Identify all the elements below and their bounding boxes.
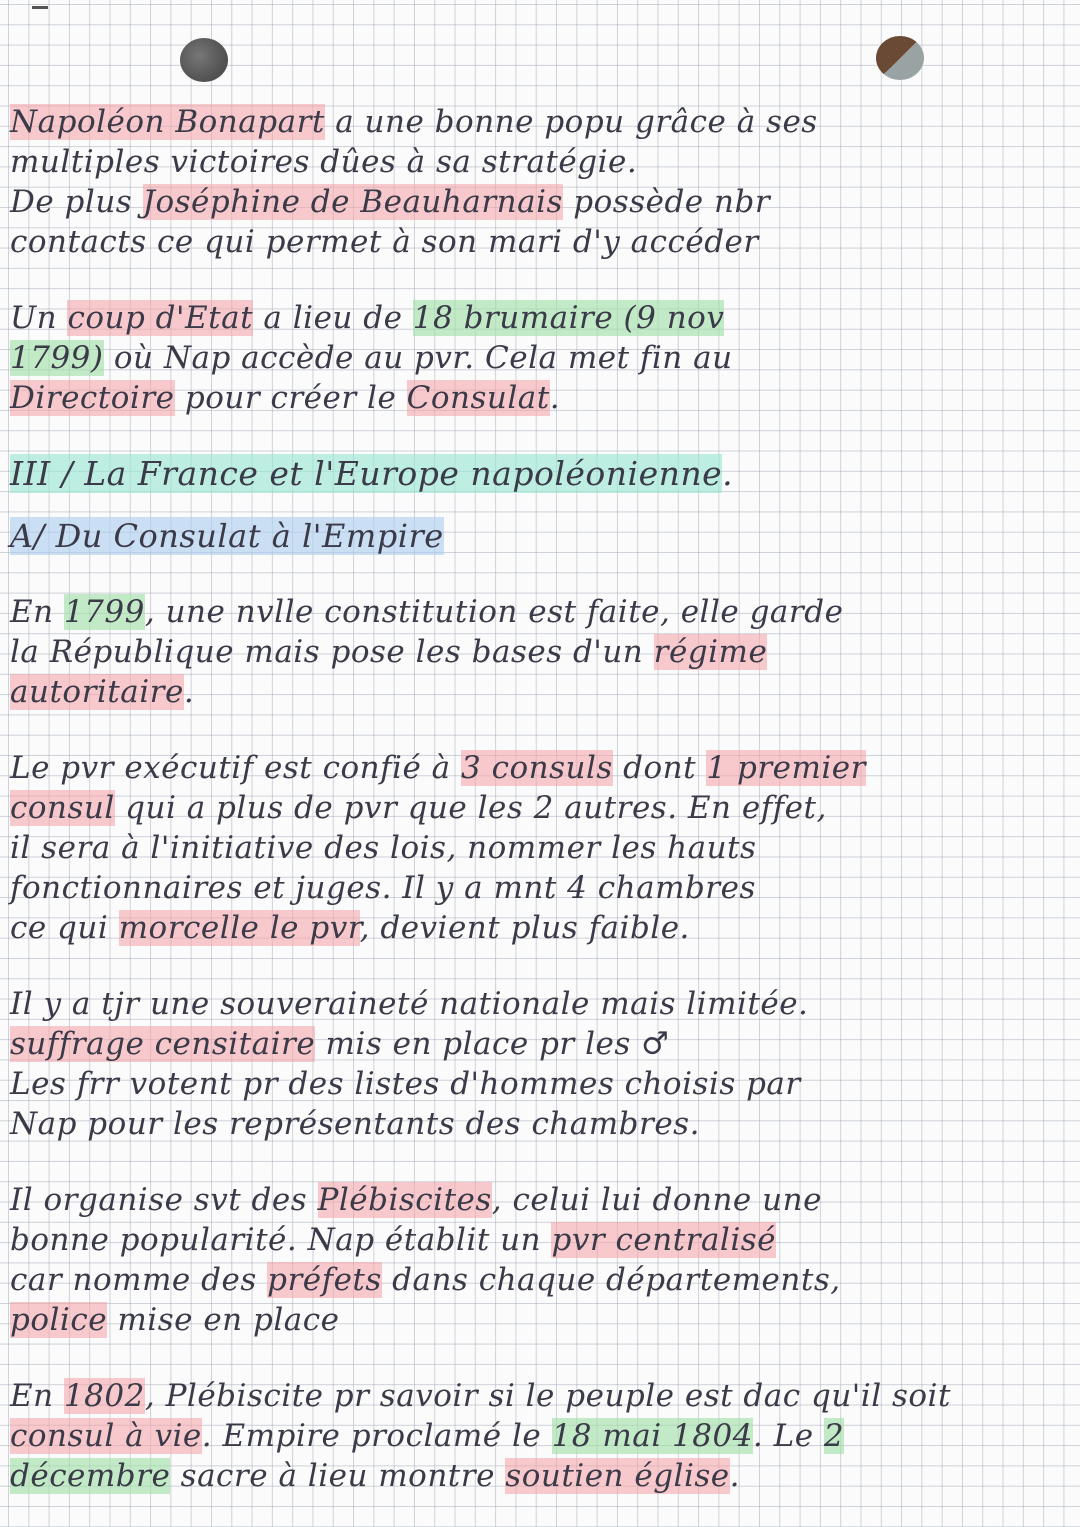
pink-highlight: Joséphine de Beauharnais (142, 184, 563, 220)
handwritten-notes (10, 102, 1070, 1496)
text-segment: fonctionnaires et juges. Il y a mnt 4 chambres (10, 870, 756, 906)
text-segment: , celui lui donne une (491, 1182, 822, 1218)
paragraph (10, 748, 1070, 948)
pink-highlight: Plébiscites (317, 1182, 492, 1218)
green-highlight: 18 brumaire (9 nov (412, 300, 725, 336)
text-segment: la République mais pose les bases d'un (10, 634, 654, 670)
text-segment: multiples victoires dûes à sa stratégie. (10, 144, 638, 180)
text-line (10, 868, 1070, 908)
text-segment: mis en place pr les ♂ (315, 1026, 670, 1062)
binder-hole-left (180, 38, 228, 82)
paragraph (10, 102, 1070, 262)
text-line (10, 1104, 1070, 1144)
text-line (10, 182, 1070, 222)
pink-highlight: autoritaire (10, 674, 184, 710)
text-segment: bonne popularité. Nap établit un (10, 1222, 552, 1258)
text-line (10, 1456, 1070, 1496)
green-highlight: décembre (10, 1458, 171, 1494)
pink-highlight: consul à vie (10, 1418, 202, 1454)
paragraph (10, 592, 1070, 712)
text-line (10, 142, 1070, 182)
text-line (10, 378, 1070, 418)
subsection-heading (10, 516, 1070, 556)
text-line (10, 102, 1070, 142)
text-segment: il sera à l'initiative des lois, nommer les hauts (10, 830, 757, 866)
text-line (10, 632, 1070, 672)
text-line (10, 748, 1070, 788)
pink-highlight: police (10, 1302, 108, 1338)
pink-highlight: coup d'Etat (67, 300, 254, 336)
pink-highlight: suffrage censitaire (10, 1026, 316, 1062)
green-highlight: 1799 (63, 594, 145, 630)
paragraph-gap (10, 556, 1070, 592)
text-line (10, 1220, 1070, 1260)
paragraph-gap (10, 494, 1070, 516)
text-segment: contacts ce qui permet à son mari d'y accéder (10, 224, 759, 260)
text-segment: sacre à lieu montre (170, 1458, 506, 1494)
text-segment: où Nap accède au pvr. Cela met fin au (103, 340, 733, 376)
pink-highlight: Consulat (406, 380, 550, 416)
text-segment: Les frr votent pr des listes d'hommes choisis par (10, 1066, 801, 1102)
text-segment: . (549, 380, 561, 416)
text-segment: possède nbr (562, 184, 771, 220)
teal-highlight: III / La France et l'Europe napoléonienne (10, 454, 723, 493)
paragraph-gap (10, 712, 1070, 748)
paragraph-gap (10, 262, 1070, 298)
text-segment: De plus (10, 184, 143, 220)
pink-highlight: 1 premier (706, 750, 866, 786)
text-line (10, 984, 1070, 1024)
text-segment: Il organise svt des (10, 1182, 318, 1218)
section-heading (10, 454, 1070, 494)
text-line (10, 672, 1070, 712)
text-segment: , une nvlle constitution est faite, elle garde (144, 594, 844, 630)
text-line (10, 908, 1070, 948)
text-segment: En (10, 1378, 64, 1414)
text-line (10, 1376, 1070, 1416)
text-line (10, 1260, 1070, 1300)
text-segment: pour créer le (174, 380, 407, 416)
text-line (10, 828, 1070, 868)
pink-highlight: préfets (267, 1262, 382, 1298)
text-segment: . Empire proclamé le (201, 1418, 552, 1454)
green-highlight: 18 mai 1804 (551, 1418, 753, 1454)
pink-highlight: pvr centralisé (551, 1222, 777, 1258)
text-line (10, 1024, 1070, 1064)
binder-hole-right (876, 36, 924, 80)
paragraph (10, 984, 1070, 1144)
text-segment: a une bonne popu grâce à ses (324, 104, 818, 140)
pink-highlight: Directoire (10, 380, 175, 416)
text-segment: qui a plus de pvr que les 2 autres. En effet, (114, 790, 827, 826)
pink-highlight: Napoléon Bonapart (10, 104, 325, 140)
text-segment: . (183, 674, 195, 710)
green-highlight: 2 (823, 1418, 845, 1454)
pink-highlight: régime (653, 634, 768, 670)
text-line (10, 788, 1070, 828)
paragraph-gap (10, 418, 1070, 454)
text-segment: Nap pour les représentants des chambres. (10, 1106, 700, 1142)
text-segment: Le pvr exécutif est confié à (10, 750, 461, 786)
text-segment: ce qui (10, 910, 119, 946)
text-segment: dans chaque départements, (381, 1262, 841, 1298)
pink-highlight: morcelle le pvr (118, 910, 360, 946)
text-segment: a lieu de (253, 300, 413, 336)
pink-highlight: consul (10, 790, 115, 826)
green-highlight: 1799) (10, 340, 104, 376)
pink-highlight: 1802 (63, 1378, 145, 1414)
text-segment: mise en place (107, 1302, 340, 1338)
text-segment: . (722, 454, 734, 493)
text-line (10, 298, 1070, 338)
text-segment: . (729, 1458, 740, 1494)
top-edge-mark (32, 6, 48, 9)
text-line (10, 338, 1070, 378)
text-segment: . Le (752, 1418, 824, 1454)
paragraph (10, 1376, 1070, 1496)
text-segment: , devient plus faible. (359, 910, 690, 946)
pink-highlight: soutien église (505, 1458, 730, 1494)
paragraph-gap (10, 1144, 1070, 1180)
text-segment: En (10, 594, 64, 630)
text-line (10, 1300, 1070, 1340)
text-line (10, 1064, 1070, 1104)
text-segment: car nomme des (10, 1262, 268, 1298)
text-segment: Un (10, 300, 68, 336)
text-line (10, 516, 1070, 556)
text-segment: dont (612, 750, 707, 786)
text-line (10, 592, 1070, 632)
blue-highlight: A/ Du Consulat à l'Empire (10, 517, 444, 555)
paragraph (10, 298, 1070, 418)
paragraph-gap (10, 1340, 1070, 1376)
text-segment: Il y a tjr une souveraineté nationale mais limitée. (10, 986, 809, 1022)
paragraph (10, 1180, 1070, 1340)
text-line (10, 1180, 1070, 1220)
text-line (10, 222, 1070, 262)
text-line (10, 1416, 1070, 1456)
text-segment: , Plébiscite pr savoir si le peuple est dac qu'il soit (144, 1378, 951, 1414)
paragraph-gap (10, 948, 1070, 984)
text-line (10, 454, 1070, 494)
pink-highlight: 3 consuls (461, 750, 613, 786)
